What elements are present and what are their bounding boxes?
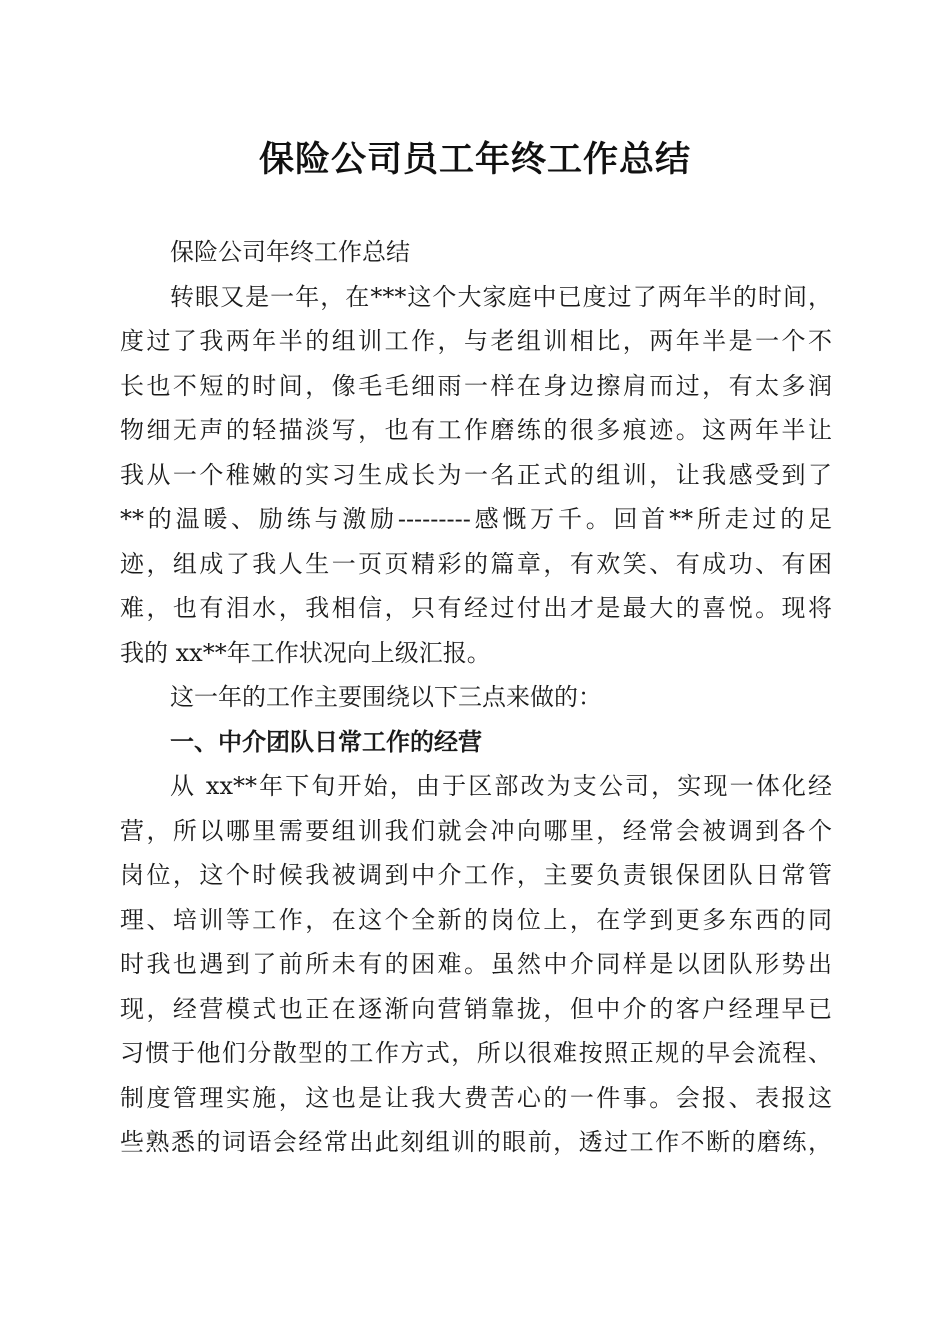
document-body: [120, 230, 832, 1165]
paragraph-line: 营，所以哪里需要组训我们就会冲向哪里，经常会被调到各个: [120, 816, 832, 845]
paragraph-line: 现，经营模式也正在逐渐向营销靠拢，但中介的客户经理早已: [120, 994, 832, 1023]
paragraph-line: 制度管理实施，这也是让我大费苦心的一件事。会报、表报这: [120, 1083, 832, 1112]
subtitle-paragraph: 保险公司年终工作总结: [170, 238, 410, 266]
paragraph-line: 些熟悉的词语会经常出此刻组训的眼前，透过工作不断的磨练，: [120, 1128, 832, 1156]
paragraph-line: 度过了我两年半的组训工作，与老组训相比，两年半是一个不: [120, 327, 832, 355]
paragraph-line: 物细无声的轻描淡写，也有工作磨练的很多痕迹。这两年半让: [120, 416, 832, 444]
paragraph-line: 我的 xx**年工作状况向上级汇报。: [120, 638, 491, 667]
paragraph-line: 难，也有泪水，我相信，只有经过付出才是最大的喜悦。现将: [120, 594, 832, 622]
paragraph-line: 岗位，这个时候我被调到中介工作，主要负责银保团队日常管: [120, 861, 832, 889]
paragraph-line: 从 xx**年下旬开始，由于区部改为支公司，实现一体化经: [170, 772, 832, 800]
paragraph-line: 这一年的工作主要围绕以下三点来做的：: [170, 683, 602, 711]
section-heading: 一、中介团队日常工作的经营: [170, 727, 482, 756]
paragraph-line: 转眼又是一年，在***这个大家庭中已度过了两年半的时间，: [170, 282, 832, 311]
paragraph-line: 我从一个稚嫩的实习生成长为一名正式的组训，让我感受到了: [120, 460, 832, 489]
paragraph-line: 习惯于他们分散型的工作方式，所以很难按照正规的早会流程、: [120, 1039, 832, 1067]
document-title: 保险公司员工年终工作总结: [258, 139, 691, 180]
paragraph-line: 理、培训等工作，在这个全新的岗位上，在学到更多东西的同: [120, 905, 832, 934]
paragraph-line: 长也不短的时间，像毛毛细雨一样在身边擦肩而过，有太多润: [120, 371, 832, 400]
paragraph-line: **的温暖、励练与激励---------感慨万千。回首**所走过的足: [120, 505, 832, 533]
paragraph-line: 迹，组成了我人生一页页精彩的篇章，有欢笑、有成功、有困: [120, 549, 832, 578]
paragraph-line: 时我也遇到了前所未有的困难。虽然中介同样是以团队形势出: [120, 950, 832, 978]
